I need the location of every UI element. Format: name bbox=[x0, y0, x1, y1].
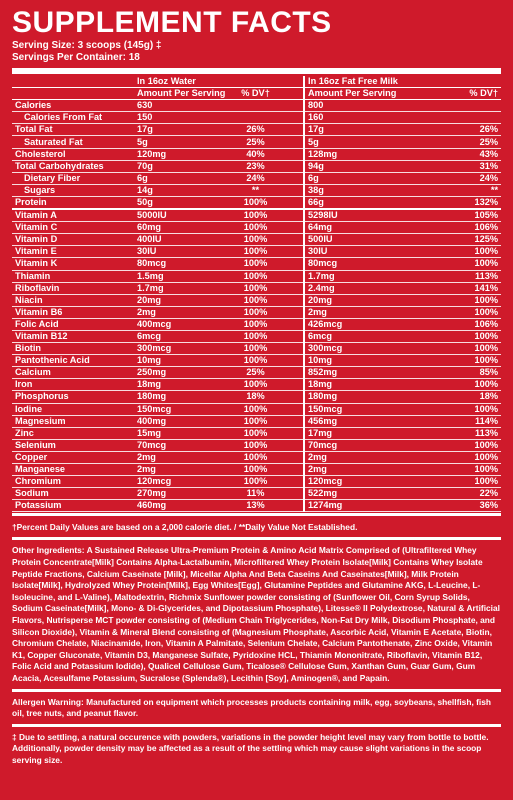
nutrient-row bbox=[12, 379, 501, 391]
dv-water: 25% bbox=[208, 367, 304, 379]
amount-milk: 120mcg bbox=[304, 476, 376, 488]
amount-milk: 17mg bbox=[304, 427, 376, 439]
dv-water: 100% bbox=[208, 451, 304, 463]
amount-milk: 150mcg bbox=[304, 403, 376, 415]
dv-water: 100% bbox=[208, 270, 304, 282]
nutrient-row bbox=[12, 451, 501, 463]
dv-water: 100% bbox=[208, 427, 304, 439]
dv-milk: 105% bbox=[376, 209, 501, 222]
amount-water: 2mg bbox=[134, 464, 208, 476]
nutrient-row bbox=[12, 476, 501, 488]
dv-milk: 100% bbox=[376, 294, 501, 306]
dv-milk: 100% bbox=[376, 306, 501, 318]
dv-milk: 141% bbox=[376, 282, 501, 294]
amount-milk: 30IU bbox=[304, 246, 376, 258]
amount-milk: 300mcg bbox=[304, 343, 376, 355]
nutrient-row bbox=[12, 196, 501, 209]
dv-milk: 85% bbox=[376, 367, 501, 379]
dv-milk: 114% bbox=[376, 415, 501, 427]
dv-header-1: % DV† bbox=[208, 88, 304, 100]
amount-milk: 2mg bbox=[304, 451, 376, 463]
amount-water: 15mg bbox=[134, 427, 208, 439]
nutrient-row bbox=[12, 246, 501, 258]
nutrient-row bbox=[12, 270, 501, 282]
amount-water: 400mcg bbox=[134, 318, 208, 330]
amount-water: 70g bbox=[134, 160, 208, 172]
nutrient-name: Chromium bbox=[12, 476, 134, 488]
amount-water: 400mg bbox=[134, 415, 208, 427]
amount-milk: 522mg bbox=[304, 488, 376, 500]
dv-water: 100% bbox=[208, 234, 304, 246]
dv-milk: 125% bbox=[376, 234, 501, 246]
column-header bbox=[12, 88, 501, 100]
amount-water: 180mg bbox=[134, 391, 208, 403]
nutrient-name: Pantothenic Acid bbox=[12, 355, 134, 367]
dv-milk: 113% bbox=[376, 427, 501, 439]
dv-milk: 132% bbox=[376, 196, 501, 209]
amount-water: 1.7mg bbox=[134, 282, 208, 294]
dv-water: ** bbox=[208, 184, 304, 196]
nutrient-row bbox=[12, 391, 501, 403]
dv-water: 23% bbox=[208, 160, 304, 172]
amount-milk: 500IU bbox=[304, 234, 376, 246]
nutrient-name: Vitamin A bbox=[12, 209, 134, 222]
dv-water: 100% bbox=[208, 343, 304, 355]
dv-milk: 106% bbox=[376, 318, 501, 330]
nutrient-row bbox=[12, 439, 501, 451]
dv-milk: 100% bbox=[376, 464, 501, 476]
nutrient-name: Calcium bbox=[12, 367, 134, 379]
dv-milk: 100% bbox=[376, 451, 501, 463]
nutrient-name: Vitamin B12 bbox=[12, 330, 134, 342]
amount-water: 17g bbox=[134, 124, 208, 136]
nutrient-row bbox=[12, 464, 501, 476]
amount-milk: 66g bbox=[304, 196, 376, 209]
dv-water bbox=[208, 100, 304, 112]
nutrient-row bbox=[12, 136, 501, 148]
nutrient-name: Calories bbox=[12, 100, 134, 112]
dv-water: 100% bbox=[208, 415, 304, 427]
dv-water: 100% bbox=[208, 476, 304, 488]
amount-milk: 2mg bbox=[304, 464, 376, 476]
nutrient-name: Saturated Fat bbox=[12, 136, 134, 148]
amount-water: 270mg bbox=[134, 488, 208, 500]
amount-water: 70mcg bbox=[134, 439, 208, 451]
amount-milk: 128mg bbox=[304, 148, 376, 160]
amount-milk: 1274mg bbox=[304, 500, 376, 512]
amount-water: 50g bbox=[134, 196, 208, 209]
nutrient-table bbox=[12, 76, 501, 512]
dv-milk bbox=[376, 100, 501, 112]
nutrient-row bbox=[12, 160, 501, 172]
amount-water: 5g bbox=[134, 136, 208, 148]
nutrient-name: Selenium bbox=[12, 439, 134, 451]
dv-water: 100% bbox=[208, 209, 304, 222]
nutrient-row bbox=[12, 318, 501, 330]
amount-water: 20mg bbox=[134, 294, 208, 306]
dv-water: 24% bbox=[208, 172, 304, 184]
dv-header-2: % DV† bbox=[376, 88, 501, 100]
nutrient-name: Sodium bbox=[12, 488, 134, 500]
nutrient-name: Potassium bbox=[12, 500, 134, 512]
amount-water: 10mg bbox=[134, 355, 208, 367]
nutrient-row bbox=[12, 234, 501, 246]
nutrient-row bbox=[12, 367, 501, 379]
amount-milk: 5298IU bbox=[304, 209, 376, 222]
col2-title: In 16oz Fat Free Milk bbox=[304, 76, 501, 88]
amount-milk: 18mg bbox=[304, 379, 376, 391]
nutrient-name: Dietary Fiber bbox=[12, 172, 134, 184]
dv-milk: 106% bbox=[376, 222, 501, 234]
nutrient-row bbox=[12, 282, 501, 294]
amount-milk: 80mcg bbox=[304, 258, 376, 270]
serving-size: Serving Size: 3 scoops (145g) ‡ bbox=[12, 40, 162, 51]
amount-water: 150mcg bbox=[134, 403, 208, 415]
dv-water: 25% bbox=[208, 136, 304, 148]
nutrient-row bbox=[12, 258, 501, 270]
amount-milk: 160 bbox=[304, 112, 376, 124]
amount-water: 18mg bbox=[134, 379, 208, 391]
amount-water: 30IU bbox=[134, 246, 208, 258]
dv-water: 100% bbox=[208, 403, 304, 415]
nutrient-name: Copper bbox=[12, 451, 134, 463]
nutrient-name: Manganese bbox=[12, 464, 134, 476]
amount-water: 6g bbox=[134, 172, 208, 184]
amount-water: 2mg bbox=[134, 306, 208, 318]
amount-water: 1.5mg bbox=[134, 270, 208, 282]
amount-header-1: Amount Per Serving bbox=[134, 88, 208, 100]
dv-water: 18% bbox=[208, 391, 304, 403]
dv-water: 100% bbox=[208, 318, 304, 330]
dv-milk: 43% bbox=[376, 148, 501, 160]
dv-water: 100% bbox=[208, 464, 304, 476]
amount-header-2: Amount Per Serving bbox=[304, 88, 376, 100]
amount-milk: 6g bbox=[304, 172, 376, 184]
servings-per-container: Servings Per Container: 18 bbox=[12, 52, 140, 63]
amount-water: 6mcg bbox=[134, 330, 208, 342]
nutrient-name: Vitamin E bbox=[12, 246, 134, 258]
dv-milk: 113% bbox=[376, 270, 501, 282]
nutrient-row bbox=[12, 488, 501, 500]
amount-water: 400IU bbox=[134, 234, 208, 246]
dv-milk: 100% bbox=[376, 355, 501, 367]
amount-milk: 1.7mg bbox=[304, 270, 376, 282]
nutrient-name: Iodine bbox=[12, 403, 134, 415]
nutrient-row bbox=[12, 124, 501, 136]
dv-water: 26% bbox=[208, 124, 304, 136]
nutrient-row bbox=[12, 294, 501, 306]
amount-milk: 852mg bbox=[304, 367, 376, 379]
dv-milk: 31% bbox=[376, 160, 501, 172]
amount-milk: 20mg bbox=[304, 294, 376, 306]
dv-water: 100% bbox=[208, 258, 304, 270]
dv-water: 100% bbox=[208, 196, 304, 209]
amount-water: 14g bbox=[134, 184, 208, 196]
amount-milk: 6mcg bbox=[304, 330, 376, 342]
dv-milk: 100% bbox=[376, 343, 501, 355]
nutrient-row bbox=[12, 148, 501, 160]
dv-milk: 36% bbox=[376, 500, 501, 512]
dv-milk: 18% bbox=[376, 391, 501, 403]
dv-milk: 100% bbox=[376, 439, 501, 451]
dv-milk bbox=[376, 112, 501, 124]
nutrient-name: Vitamin D bbox=[12, 234, 134, 246]
amount-water: 630 bbox=[134, 100, 208, 112]
nutrient-name: Calories From Fat bbox=[12, 112, 134, 124]
dv-milk: ** bbox=[376, 184, 501, 196]
panel-title: SUPPLEMENT FACTS bbox=[12, 6, 332, 39]
amount-milk: 17g bbox=[304, 124, 376, 136]
nutrient-row bbox=[12, 330, 501, 342]
dv-water: 100% bbox=[208, 246, 304, 258]
amount-water: 250mg bbox=[134, 367, 208, 379]
amount-milk: 70mcg bbox=[304, 439, 376, 451]
dv-milk: 22% bbox=[376, 488, 501, 500]
dv-water: 100% bbox=[208, 439, 304, 451]
dv-footnote: †Percent Daily Values are based on a 2,000 calorie diet. / **Daily Value Not Established. bbox=[12, 513, 501, 537]
dv-water: 100% bbox=[208, 330, 304, 342]
nutrient-row bbox=[12, 343, 501, 355]
nutrient-name: Iron bbox=[12, 379, 134, 391]
amount-milk: 10mg bbox=[304, 355, 376, 367]
amount-water: 300mcg bbox=[134, 343, 208, 355]
nutrient-name: Vitamin K bbox=[12, 258, 134, 270]
amount-milk: 94g bbox=[304, 160, 376, 172]
nutrient-name: Total Fat bbox=[12, 124, 134, 136]
amount-milk: 5g bbox=[304, 136, 376, 148]
nutrient-name: Zinc bbox=[12, 427, 134, 439]
nutrient-name: Protein bbox=[12, 196, 134, 209]
nutrient-name: Vitamin B6 bbox=[12, 306, 134, 318]
amount-milk: 2.4mg bbox=[304, 282, 376, 294]
amount-milk: 456mg bbox=[304, 415, 376, 427]
dv-milk: 100% bbox=[376, 379, 501, 391]
nutrient-row bbox=[12, 222, 501, 234]
nutrient-name: Total Carbohydrates bbox=[12, 160, 134, 172]
col1-title: In 16oz Water bbox=[134, 76, 304, 88]
nutrient-row bbox=[12, 355, 501, 367]
column-group-header bbox=[12, 76, 501, 88]
amount-water: 120mg bbox=[134, 148, 208, 160]
dv-water: 11% bbox=[208, 488, 304, 500]
nutrient-row bbox=[12, 100, 501, 112]
nutrient-name: Folic Acid bbox=[12, 318, 134, 330]
amount-milk: 2mg bbox=[304, 306, 376, 318]
amount-milk: 64mg bbox=[304, 222, 376, 234]
amount-milk: 180mg bbox=[304, 391, 376, 403]
nutrient-name: Magnesium bbox=[12, 415, 134, 427]
nutrient-name: Riboflavin bbox=[12, 282, 134, 294]
dv-milk: 100% bbox=[376, 258, 501, 270]
nutrient-name: Biotin bbox=[12, 343, 134, 355]
dv-milk: 100% bbox=[376, 246, 501, 258]
dv-water: 100% bbox=[208, 306, 304, 318]
dv-water: 13% bbox=[208, 500, 304, 512]
amount-milk: 426mcg bbox=[304, 318, 376, 330]
amount-milk: 800 bbox=[304, 100, 376, 112]
amount-water: 80mcg bbox=[134, 258, 208, 270]
amount-water: 60mg bbox=[134, 222, 208, 234]
nutrient-name: Thiamin bbox=[12, 270, 134, 282]
nutrient-row bbox=[12, 184, 501, 196]
dv-milk: 100% bbox=[376, 330, 501, 342]
dv-water: 100% bbox=[208, 355, 304, 367]
amount-water: 5000IU bbox=[134, 209, 208, 222]
nutrient-row bbox=[12, 403, 501, 415]
nutrient-name: Cholesterol bbox=[12, 148, 134, 160]
nutrient-row bbox=[12, 172, 501, 184]
nutrient-name: Vitamin C bbox=[12, 222, 134, 234]
dv-water: 100% bbox=[208, 282, 304, 294]
amount-milk: 38g bbox=[304, 184, 376, 196]
dv-water: 100% bbox=[208, 379, 304, 391]
nutrient-row bbox=[12, 306, 501, 318]
dv-water: 40% bbox=[208, 148, 304, 160]
amount-water: 150 bbox=[134, 112, 208, 124]
amount-water: 460mg bbox=[134, 500, 208, 512]
amount-water: 2mg bbox=[134, 451, 208, 463]
amount-water: 120mcg bbox=[134, 476, 208, 488]
dv-milk: 26% bbox=[376, 124, 501, 136]
dv-milk: 24% bbox=[376, 172, 501, 184]
nutrient-row bbox=[12, 209, 501, 222]
other-ingredients: Other Ingredients: A Sustained Release Ultra-Premium Protein & Amino Acid Matrix Comprised of (Ultrafiltered Whey Protein Concentrate[Milk] Contains Alpha-Lactalbumin, Microfiltered Whey Protein Isolate[Milk] Contains Whey Isolate Peptide Fractions, Calcium Caseinate [Milk], Micellar Alpha And Beta Caseins And Caseinates[Milk], Milk Protein Isolate[Milk], Hydrolyzed Whey Protein[Milk], Egg Whites[Egg], Glutamine Peptides and Glutamine AKG, L-Leucine, L-Isoleucine, and L-Valine), Maltodextrin, Richmix Sunflower powder consisting of (Sunflower Oil, Corn Syrup Solids, Sodium Caseinate[Milk], Mono- & Di-Glycerides, and Dipotassium Phosphate), Litesse® II Polydextrose, Natural & Artificial Flavors, Nutrisperse MCT powder consisting of (Medium Chain Triglycerides, Non-Fat Dry Milk, Disodium Phosphate, and Silicon Dioxide), Vitamin & Mineral Blend consisting of (Magnesium Phosphate, Ascorbic Acid, Vitamin E Acetate, Biotin, Chromium Chelate, Niacinamide, Iron, Vitamin A Palmitate, Selenium Chelate, Calcium Pantothenate, Zinc Oxide, Vitamin K1, Copper Gluconate, Vitamin D3, Manganese Sulfate, Pyridoxine HCL, Thiamin Mononitrate, Riboflavin, Vitamin B12, Folic Acid and Potassium Iodide), Qualicel Cellulose Gum, Ticalose® Cellulose Gum, Xanthan Gum, Guar Gum, Gum Acacia, Acesulfame Potassium, Sucralose (Splenda®), Lecithin [Soy], Aminogen®, and Papain. bbox=[12, 537, 501, 688]
nutrient-row bbox=[12, 500, 501, 512]
dv-water: 100% bbox=[208, 294, 304, 306]
allergen-warning: Allergen Warning: Manufactured on equipment which processes products containing milk, egg, soybeans, shellfish, fish oil, tree nuts, and peanut flavor. bbox=[12, 689, 501, 724]
dv-milk: 100% bbox=[376, 476, 501, 488]
dv-milk: 100% bbox=[376, 403, 501, 415]
nutrient-row bbox=[12, 112, 501, 124]
nutrient-row bbox=[12, 415, 501, 427]
nutrient-row bbox=[12, 427, 501, 439]
dv-milk: 25% bbox=[376, 136, 501, 148]
settling-note: ‡ Due to settling, a natural occurence with powders, variations in the powder height level may vary from bottle to bottle. Additionally, powder density may be affected as a result of the settling which may cause slight variations in the scoop serving size. bbox=[12, 724, 501, 771]
dv-water: 100% bbox=[208, 222, 304, 234]
nutrient-name: Sugars bbox=[12, 184, 134, 196]
thick-divider bbox=[12, 68, 501, 74]
nutrient-name: Niacin bbox=[12, 294, 134, 306]
dv-water bbox=[208, 112, 304, 124]
nutrient-name: Phosphorus bbox=[12, 391, 134, 403]
